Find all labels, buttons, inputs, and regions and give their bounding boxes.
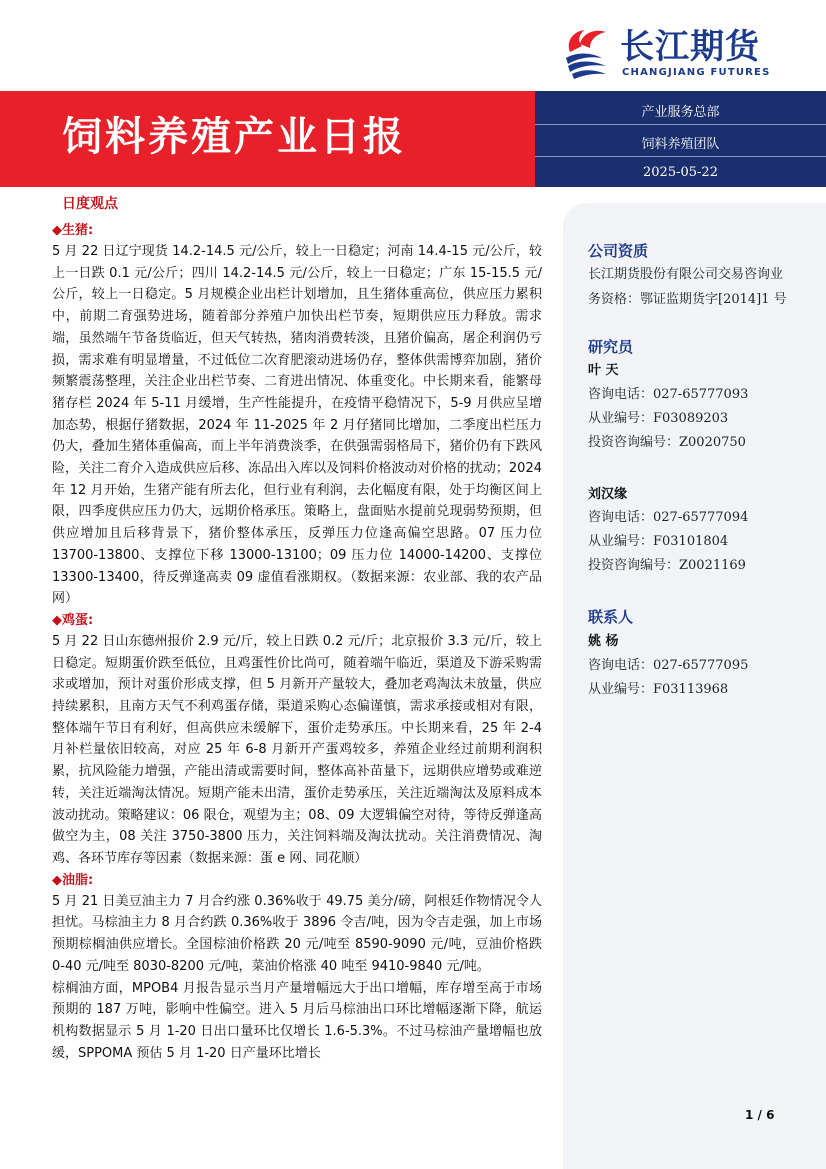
researcher-license: 从业编号：F03101804 bbox=[588, 534, 729, 549]
block-heading: ◆生猪: bbox=[52, 223, 94, 238]
company-line: 务资格：鄂证监期货字[2014]1 号 bbox=[588, 292, 787, 307]
logo-en-text: CHANGJIANG FUTURES bbox=[622, 67, 771, 78]
meta-divider bbox=[535, 124, 826, 125]
block-heading: ◆鸡蛋: bbox=[52, 612, 94, 628]
block-paragraph: 棕榈油方面，MPOB4 月报告显示当月产量增幅远大于出口增幅，库存增至高于市场预期的 187 万吨，影响中性偏空。进入 5 月后马棕油出口环比增幅逐渐下降，航运机构数据显示 5 月 1-20 日出口量环比仅增长 1.6-5.3%。不过马棕油产量增幅也放缓，SPPOMA 预估 5 月 1-20 日产量环比增长 bbox=[52, 980, 542, 1061]
title-banner bbox=[0, 91, 535, 187]
company-logo bbox=[560, 22, 790, 82]
block-paragraph: 5 月 22 日山东德州报价 2.9 元/斤，较上日跌 0.2 元/斤；北京报价 3.3 元/斤，较上日稳定。短期蛋价跌至低位，且鸡蛋性价比尚可，随着端午临近，渠道及下游采购需求或增加，预计对蛋价形成支撑，但 5 月新开产量较大，叠加老鸡淘汰未放量，供应持续累积，且南方天气不利鸡蛋存储，渠道采购心态偏谨慎，需求承接或相对有限，整体端午节日有利好，但高供应未缓解下，蛋价走势承压。中长期来看，25 年 2-4 月补栏量依旧较高，对应 25 年 6-8 月新开产蛋鸡较多，养殖企业经过前期利润积累，抗风险能力增强，产能出清或需要时间，整体高补苗量下，远期供应增势或难逆转，关注近端淘汰情况。短期产能未出清，蛋价走势承压，关注近端淘汰及原料成本波动扰动。策略建议：06 限仓，观望为主；08、09 大逻辑偏空对待，等待反弹逢高做空为主，08 关注 3750-3800 压力，关注饲料端及淘汰扰动。关注消费情况、淘鸡、各环节库存等因素（数据来源：蛋 e 网、同花顺） bbox=[52, 633, 542, 866]
page-number: 1 / 6 bbox=[745, 1108, 775, 1122]
contact-heading: 联系人 bbox=[588, 608, 634, 626]
logo-cn-text: 长江期货 bbox=[620, 27, 760, 67]
block-oils bbox=[52, 870, 542, 1065]
researcher-consult-id: 投资咨询编号：Z0021169 bbox=[588, 558, 746, 573]
researcher-phone: 咨询电话：027-65777093 bbox=[588, 387, 749, 402]
block-paragraph: 5 月 21 日美豆油主力 7 月合约涨 0.36%收于 49.75 美分/磅，阿根廷作物情况令人担忧。马棕油主力 8 月合约跌 0.36%收于 3896 令吉/吨，因为令吉走强，加上市场预期棕榈油供应增长。全国棕油价格跌 20 元/吨至 8590-9090 元/吨，豆油价格跌 0-40 元/吨至 8030-8200 元/吨，菜油价格涨 40 吨至 9410-9840 元/吨。 bbox=[52, 893, 542, 974]
researcher-name: 叶 天 bbox=[588, 363, 619, 378]
team-label: 饲料养殖团队 bbox=[641, 137, 720, 152]
block-hog bbox=[52, 220, 542, 610]
company-line: 长江期货股份有限公司交易咨询业 bbox=[588, 267, 784, 282]
contact-phone: 咨询电话：027-65777095 bbox=[588, 658, 749, 673]
contact-name: 姚 杨 bbox=[588, 634, 619, 649]
researcher-heading: 研究员 bbox=[588, 338, 634, 356]
researcher-consult-id: 投资咨询编号：Z0020750 bbox=[588, 435, 746, 450]
company-heading: 公司资质 bbox=[588, 242, 649, 260]
block-heading: ◆油脂: bbox=[52, 872, 94, 888]
report-title: 饲料养殖产业日报 bbox=[62, 114, 406, 160]
logo-emblem-icon bbox=[560, 22, 616, 80]
report-meta-panel bbox=[535, 91, 826, 187]
researcher-license: 从业编号：F03089203 bbox=[588, 411, 729, 426]
contact-license: 从业编号：F03113968 bbox=[588, 682, 729, 697]
block-egg bbox=[52, 610, 542, 870]
section-title: 日度观点 bbox=[62, 196, 118, 212]
meta-divider bbox=[535, 156, 826, 157]
block-paragraph: 5 月 22 日辽宁现货 14.2-14.5 元/公斤，较上一日稳定；河南 14.4-15 元/公斤，较上一日跌 0.1 元/公斤；四川 14.2-14.5 元/公斤，较上一日稳定；广东 15-15.5 元/公斤，较上一日稳定。5 月规模企业出栏计划增加，且生猪体重高位，供应压力累积中，前期二育强势进场，随着部分养殖户加快出栏节奏，短期供应压力释放。需求端，虽然端午节备货临近，但天气转热，猪肉消费转淡，且猪价偏高，屠企利润仍亏损，需求难有明显增量，不过低位二次育肥滚动进场仍存，整体供需博弈加剧，猪价频繁震荡整理，关注企业出栏节奏、二育进出情况、体重变化。中长期来看，能繁母猪存栏 2024 年 5-11 月缓增，生产性能提升，在疫情平稳情况下，5-9 月供应呈增加态势，根据仔猪数据，2024 年 11-2025 年 2 月仔猪同比增加，二季度出栏压力仍大，叠加生猪体重偏高，而上半年消费淡季，在供强需弱格局下，猪价仍有下跌风险，关注二育介入造成供应后移、冻品出入库以及饲料价格波动对价格的扰动；2024 年 12 月开始，生猪产能有所去化，但行业有利润，去化幅度有限，处于均衡区间上限，四季度供应压力仍大，远期价格承压。策略上，盘面贴水提前兑现弱势预期，但供应增加且后移背景下，猪价整体承压，反弹压力位逢高偏空思路。07 压力位 13700-13800、支撑位下移 13000-13100；09 压力位 14000-14200、支撑位 13300-13400，待反弹逢高卖 09 虚值看涨期权。（数据来源：农业部、我的农产品网） bbox=[52, 244, 542, 607]
department-label: 产业服务总部 bbox=[641, 105, 720, 120]
report-date: 2025-05-22 bbox=[643, 165, 718, 180]
researcher-phone: 咨询电话：027-65777094 bbox=[588, 510, 749, 525]
researcher-name: 刘汉缘 bbox=[588, 487, 628, 502]
main-content bbox=[52, 220, 542, 1064]
